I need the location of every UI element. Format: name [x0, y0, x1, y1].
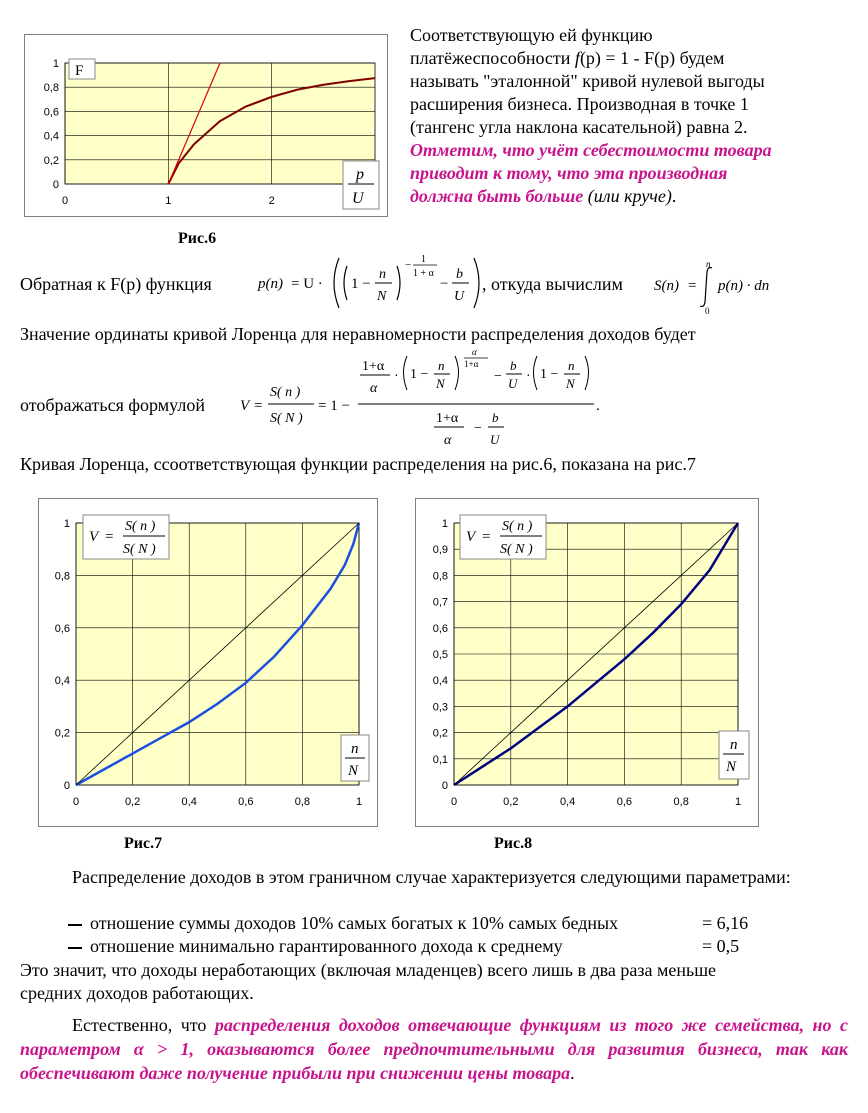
svg-text:α: α	[370, 381, 378, 396]
figure-8-svg	[416, 499, 758, 826]
F-label: F	[75, 63, 84, 79]
n-label: n	[730, 737, 738, 753]
svg-text:= 1 −: = 1 −	[318, 398, 350, 414]
svg-text:1 −: 1 −	[351, 276, 371, 292]
V-label: V	[466, 529, 476, 545]
svg-text:N: N	[377, 289, 387, 304]
svg-text:=: =	[688, 278, 697, 294]
svg-text:=: =	[254, 398, 263, 414]
y-tick-label: 0,5	[432, 649, 448, 661]
y-tick-label: 0,6	[54, 622, 70, 635]
line: расширения бизнеса. Производная в точке 1	[410, 94, 749, 114]
svg-text:−: −	[405, 259, 412, 271]
svg-text:U: U	[454, 289, 465, 304]
param-label: отношение суммы доходов 10% самых богатых к 10% самых бедных	[90, 913, 619, 933]
svg-text:α: α	[472, 348, 477, 357]
highlight-text: должна быть больше	[410, 186, 584, 206]
figure-8-caption: Рис.8	[494, 835, 533, 852]
line: Соответствующую ей функцию	[410, 25, 653, 45]
svg-text:S(n): S(n)	[654, 278, 679, 294]
figure-8-chart	[415, 498, 759, 827]
V-formula	[236, 348, 616, 454]
meaning-line-1: Это значит, что доходы неработающих (включая младенцев) всего лишь в два раза меньше	[20, 960, 717, 980]
svg-text:S( N ): S( N )	[270, 411, 303, 426]
then-compute-text: , откуда вычислим	[482, 274, 623, 294]
highlight-text: распределения доходов отвечающие функциям из того же семейства, но с параметром	[20, 1015, 848, 1059]
svg-text:0: 0	[705, 306, 710, 314]
y-tick-label: 1	[52, 58, 59, 70]
V-label: V	[89, 529, 99, 545]
svg-text:·: ·	[394, 369, 399, 384]
highlight-line: Отметим, что учёт себестоимости товара	[410, 140, 772, 160]
svg-text:1+α: 1+α	[362, 359, 385, 374]
n-label: n	[351, 741, 359, 757]
svg-text:−: −	[440, 276, 449, 292]
x-tick-label: 0,8	[294, 796, 311, 808]
x-tick-label: 0,6	[238, 796, 254, 808]
lorenz-ordinate-text: Значение ординаты кривой Лоренца для неравномерности распределения доходов будет	[20, 324, 696, 344]
text: платёжеспособности	[410, 48, 575, 68]
svg-text:U: U	[490, 432, 500, 447]
equals-sign: =	[105, 529, 114, 545]
x-tick-label: 0	[61, 195, 69, 207]
svg-text:p(n) · dn: p(n) · dn	[718, 278, 770, 294]
inverse-function-text: Обратная к F(p) функция	[20, 274, 212, 294]
params-intro: Распределение доходов в этом граничном случае характеризуется следующими параметрами:	[72, 867, 791, 887]
x-tick-label: 0,2	[503, 796, 519, 808]
x-tick-label: 0,6	[616, 796, 633, 808]
y-tick-label: 0,4	[54, 675, 70, 688]
y-tick-label: 0	[441, 780, 448, 792]
plot-area	[65, 63, 375, 184]
figure-6-svg	[25, 35, 387, 216]
svg-text:1 −: 1 −	[410, 367, 429, 382]
param-item-2	[68, 935, 563, 958]
svg-text:V: V	[240, 398, 250, 414]
svg-text:N: N	[436, 376, 445, 391]
y-tick-label: 1	[63, 518, 70, 530]
y-tick-label: 0,3	[432, 701, 448, 714]
svg-text:b: b	[510, 358, 517, 373]
dash-icon	[68, 947, 82, 949]
svg-text:n: n	[568, 358, 575, 373]
svg-text:·: ·	[526, 369, 531, 384]
y-tick-label: 0	[52, 179, 59, 191]
U-label: U	[352, 190, 364, 207]
svg-text:p(n): p(n)	[258, 276, 283, 292]
y-tick-label: 0,4	[432, 675, 448, 688]
x-tick-label: 0,8	[673, 796, 689, 808]
svg-text:α: α	[444, 433, 452, 448]
y-tick-label: 0,8	[43, 82, 59, 95]
final-paragraph	[20, 1013, 848, 1085]
equals-sign: =	[482, 529, 491, 545]
y-tick-label: 0	[63, 780, 70, 792]
x-tick-label: 0	[450, 796, 458, 808]
alpha-condition: α > 1	[133, 1039, 190, 1059]
lorenz-curve-text: Кривая Лоренца, ссоответствующая функции распределения на рис.6, показана на рис.7	[20, 454, 696, 474]
S-n-label: S( n )	[502, 519, 533, 534]
p-label: p	[356, 166, 364, 183]
y-tick-label: 0,7	[432, 596, 448, 609]
figure-6-caption: Рис.6	[178, 230, 217, 247]
y-tick-label: 1	[441, 518, 448, 530]
param-label: отношение минимально гарантированного дохода к среднему	[90, 936, 563, 956]
param-value-1: = 6,16	[702, 913, 749, 933]
formula-intro-text: отображаться формулой	[20, 395, 205, 415]
svg-text:1: 1	[421, 254, 426, 265]
svg-text:1+α: 1+α	[464, 359, 479, 369]
x-tick-label: 0,4	[181, 796, 197, 808]
line: (тангенс угла наклона касательной) равна 2.	[410, 117, 748, 137]
text: Естественно, что	[72, 1015, 215, 1035]
svg-text:U: U	[508, 376, 518, 391]
svg-text:b: b	[456, 267, 463, 282]
svg-text:−: −	[474, 421, 482, 436]
dash-icon	[68, 924, 82, 926]
svg-text:1 −: 1 −	[540, 367, 559, 382]
svg-text:1 + α: 1 + α	[413, 268, 434, 279]
y-tick-label: 0,2	[54, 727, 70, 740]
y-tick-label: 0,6	[432, 622, 448, 635]
x-tick-label: 1	[734, 796, 742, 808]
figure-7-chart	[38, 498, 378, 827]
dot: .	[570, 1063, 575, 1083]
figure-7-svg	[39, 499, 377, 826]
svg-text:−: −	[494, 369, 502, 384]
y-tick-label: 0,9	[432, 544, 448, 557]
line	[410, 185, 860, 208]
y-tick-label: 0,6	[43, 106, 59, 119]
svg-text:S( n ): S( n )	[270, 385, 301, 400]
x-tick-label: 0	[72, 796, 80, 808]
svg-text:n: n	[438, 358, 445, 373]
p-of-n-formula	[255, 250, 485, 316]
svg-text:n: n	[706, 259, 711, 269]
intro-paragraph	[410, 24, 860, 208]
N-label: N	[348, 763, 359, 779]
y-tick-label: 0,8	[432, 570, 448, 583]
param-item-1	[68, 912, 618, 935]
highlight-text: , оказываются более предпочтительными для развития бизнеса, так как обеспечивают даже получение прибыли при снижении цены товара	[20, 1039, 849, 1083]
x-tick-label: 1	[355, 796, 363, 808]
S-N-label: S( N )	[500, 542, 533, 557]
svg-text:b: b	[492, 410, 499, 425]
x-tick-label: 2	[268, 195, 275, 207]
svg-text:.: .	[596, 398, 600, 414]
x-tick-label: 0,2	[124, 796, 141, 808]
param-value-2: = 0,5	[702, 936, 740, 956]
y-tick-label: 0,4	[43, 130, 59, 143]
x-tick-label: 1	[165, 195, 172, 207]
x-tick-label: 0,4	[559, 796, 576, 808]
meaning-line-2: средних доходов работающих.	[20, 983, 254, 1003]
y-tick-label: 0,2	[432, 727, 448, 740]
svg-text:1+α: 1+α	[436, 411, 459, 426]
highlight-line: приводит к тому, что эта производная	[410, 163, 728, 183]
line: называть "эталонной" кривой нулевой выгоды	[410, 71, 765, 91]
line	[410, 47, 860, 70]
figure-7-caption: Рис.7	[124, 835, 163, 852]
text: (или круче)	[583, 186, 672, 206]
y-tick-label: 0,8	[54, 570, 70, 583]
figure-6-chart	[24, 34, 388, 217]
svg-text:= U ·: = U ·	[291, 276, 323, 292]
S-of-n-formula	[652, 258, 792, 314]
S-n-label: S( n )	[125, 519, 156, 534]
N-label: N	[726, 759, 737, 775]
dot: .	[671, 186, 677, 206]
svg-text:N: N	[566, 376, 575, 391]
f-symbol: f	[574, 48, 580, 68]
S-N-label: S( N )	[123, 542, 156, 557]
y-tick-label: 0,1	[432, 753, 448, 766]
svg-text:n: n	[379, 267, 386, 282]
text: (p) = 1 - F(p) будем	[579, 48, 725, 68]
y-tick-label: 0,2	[43, 154, 59, 167]
